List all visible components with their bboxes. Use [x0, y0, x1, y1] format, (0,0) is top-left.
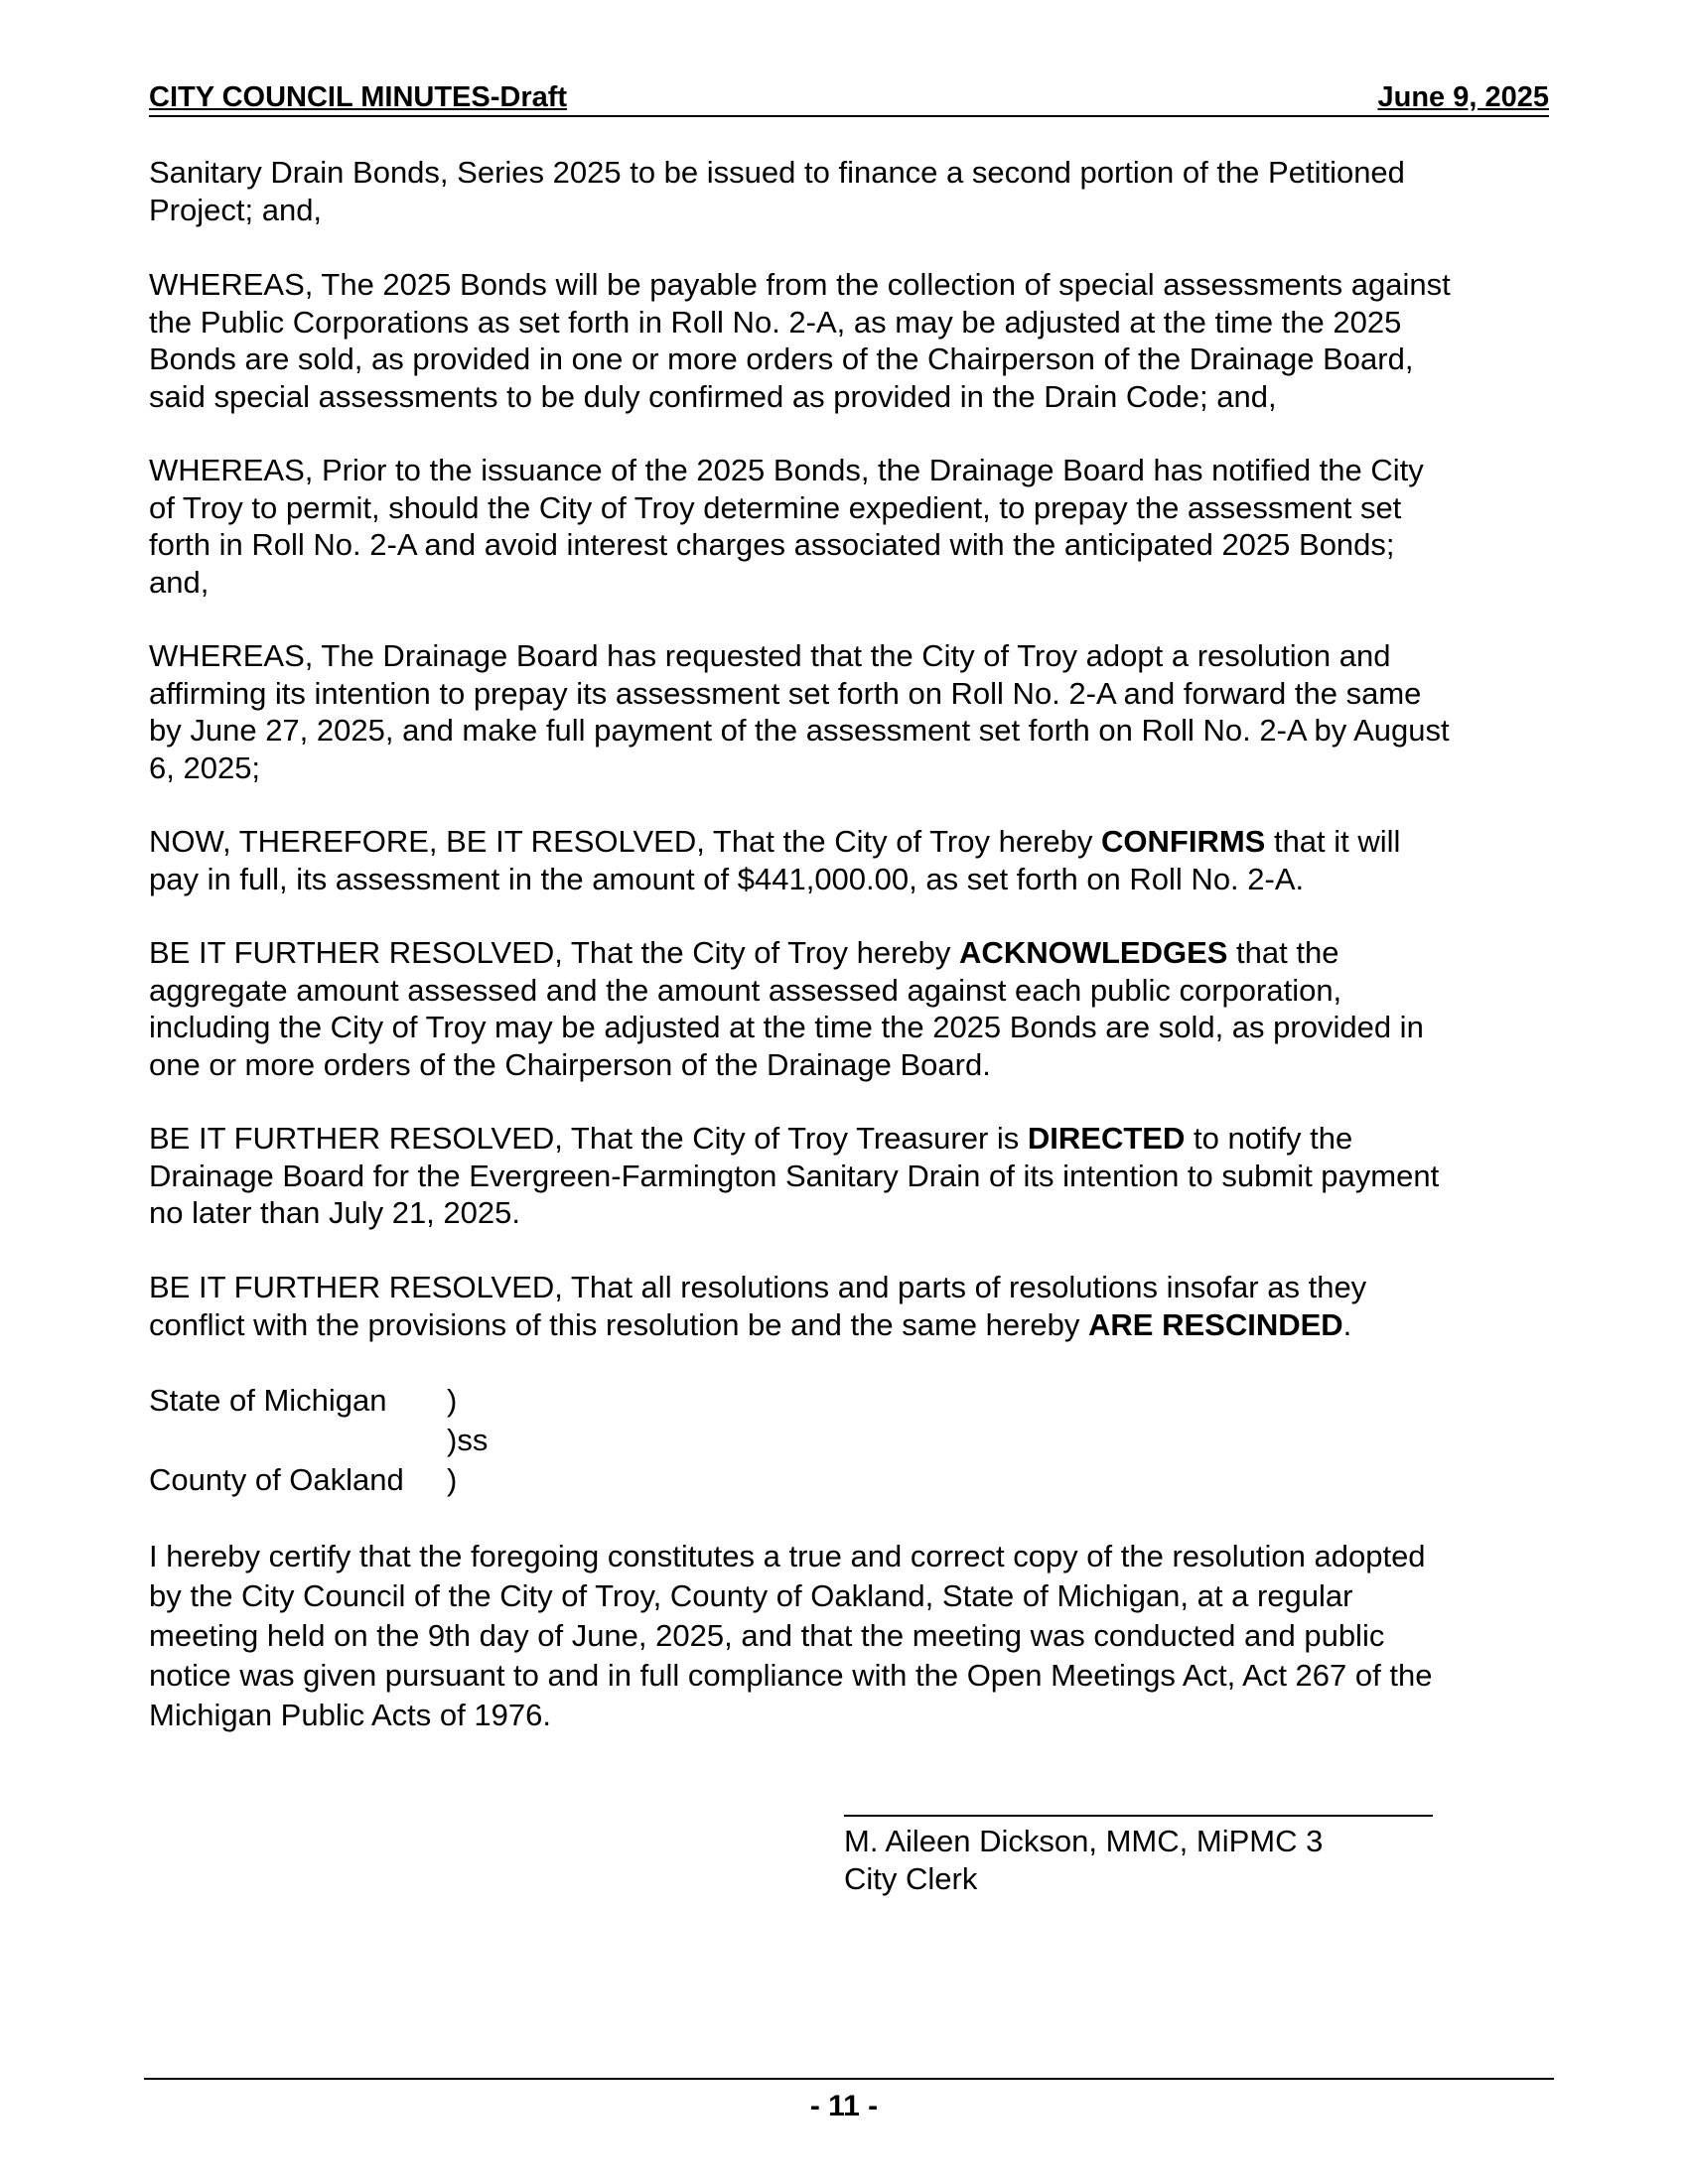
footer-divider — [144, 2078, 1554, 2080]
paragraph-whereas-request: WHEREAS, The Drainage Board has requested that the City of Troy adopt a resolution and affirming its intention to prepay its assessment set forth on Roll No. 2-A and forward the same by June 27, 2025, and make full payment of the assessment set forth on Roll No. 2-A by August 6, 2025; — [149, 638, 1450, 785]
paragraph-whereas-prepay: WHEREAS, Prior to the issuance of the 2025 Bonds, the Drainage Board has notified the City of Troy to permit, should the City of Troy determine expedient, to prepay the assessment set forth in Roll No. 2-A and avoid interest charges associated with the anticipated 2025 Bonds; and, — [149, 453, 1424, 600]
meeting-date: June 9, 2025 — [1377, 81, 1549, 113]
venue-state: State of Michigan — [149, 1383, 387, 1418]
paragraph-bonds-continued: Sanitary Drain Bonds, Series 2025 to be issued to finance a second portion of the Petitioned Project; and, — [149, 155, 1405, 227]
paragraph-resolved-rescinded: BE IT FURTHER RESOLVED, That all resolutions and parts of resolutions insofar as they conflict with the provisions of this resolution be and the same hereby ARE RESCINDED. — [149, 1270, 1367, 1342]
signatory-name: M. Aileen Dickson, MMC, MiPMC 3 — [844, 1824, 1324, 1858]
paragraph-resolved-confirms: NOW, THEREFORE, BE IT RESOLVED, That the City of Troy hereby CONFIRMS that it will pay in full, its assessment in the amount of $441,000.00, as set forth on Roll No. 2-A. — [149, 824, 1401, 896]
paragraph-resolved-acknowledges: BE IT FURTHER RESOLVED, That the City of Troy hereby ACKNOWLEDGES that the aggregate amount assessed and the amount assessed against each public corporation, including the City of Troy may be adjusted at the time the 2025 Bonds are sold, as provided in one or more orders of the Chairperson of the Drainage Board. — [149, 935, 1424, 1082]
certification-paragraph: I hereby certify that the foregoing constitutes a true and correct copy of the resolution adopted by the City Council of the City of Troy, County of Oakland, State of Michigan, at a regular meeting held on the 9th day of June, 2025, and that the meeting was conducted and public notice was given pursuant to and in full compliance with the Open Meetings Act, Act 267 of the Michigan Public Acts of 1976. — [149, 1539, 1433, 1732]
keyword-directed: DIRECTED — [1027, 1121, 1186, 1156]
venue-paren-bottom: ) — [447, 1462, 458, 1497]
signature-line — [844, 1815, 1433, 1817]
paragraph-resolved-directed: BE IT FURTHER RESOLVED, That the City of Troy Treasurer is DIRECTED to notify the Drainage Board for the Evergreen-Farmington Sanitary Drain of its intention to submit payment no later than July 21, 2025. — [149, 1121, 1440, 1230]
page-number: - 11 - — [809, 2090, 879, 2122]
venue-ss: )ss — [447, 1423, 489, 1457]
paragraph-whereas-payable: WHEREAS, The 2025 Bonds will be payable from the collection of special assessments against the Public Corporations as set forth in Roll No. 2-A, as may be adjusted at the time the 2025 Bonds are sold, as provided in one or more orders of the Chairperson of the Drainage Board, said special assessments to be duly confirmed as provided in the Drain Code; and, — [149, 267, 1451, 414]
keyword-rescinded: ARE RESCINDED — [1088, 1306, 1343, 1342]
keyword-acknowledges: ACKNOWLEDGES — [959, 935, 1228, 970]
signatory-title: City Clerk — [844, 1861, 978, 1896]
venue-paren-top: ) — [447, 1383, 458, 1418]
keyword-confirms: CONFIRMS — [1101, 824, 1266, 859]
document-title: CITY COUNCIL MINUTES-Draft — [149, 81, 568, 113]
venue-county: County of Oakland — [149, 1462, 404, 1497]
page-header — [149, 79, 1549, 117]
